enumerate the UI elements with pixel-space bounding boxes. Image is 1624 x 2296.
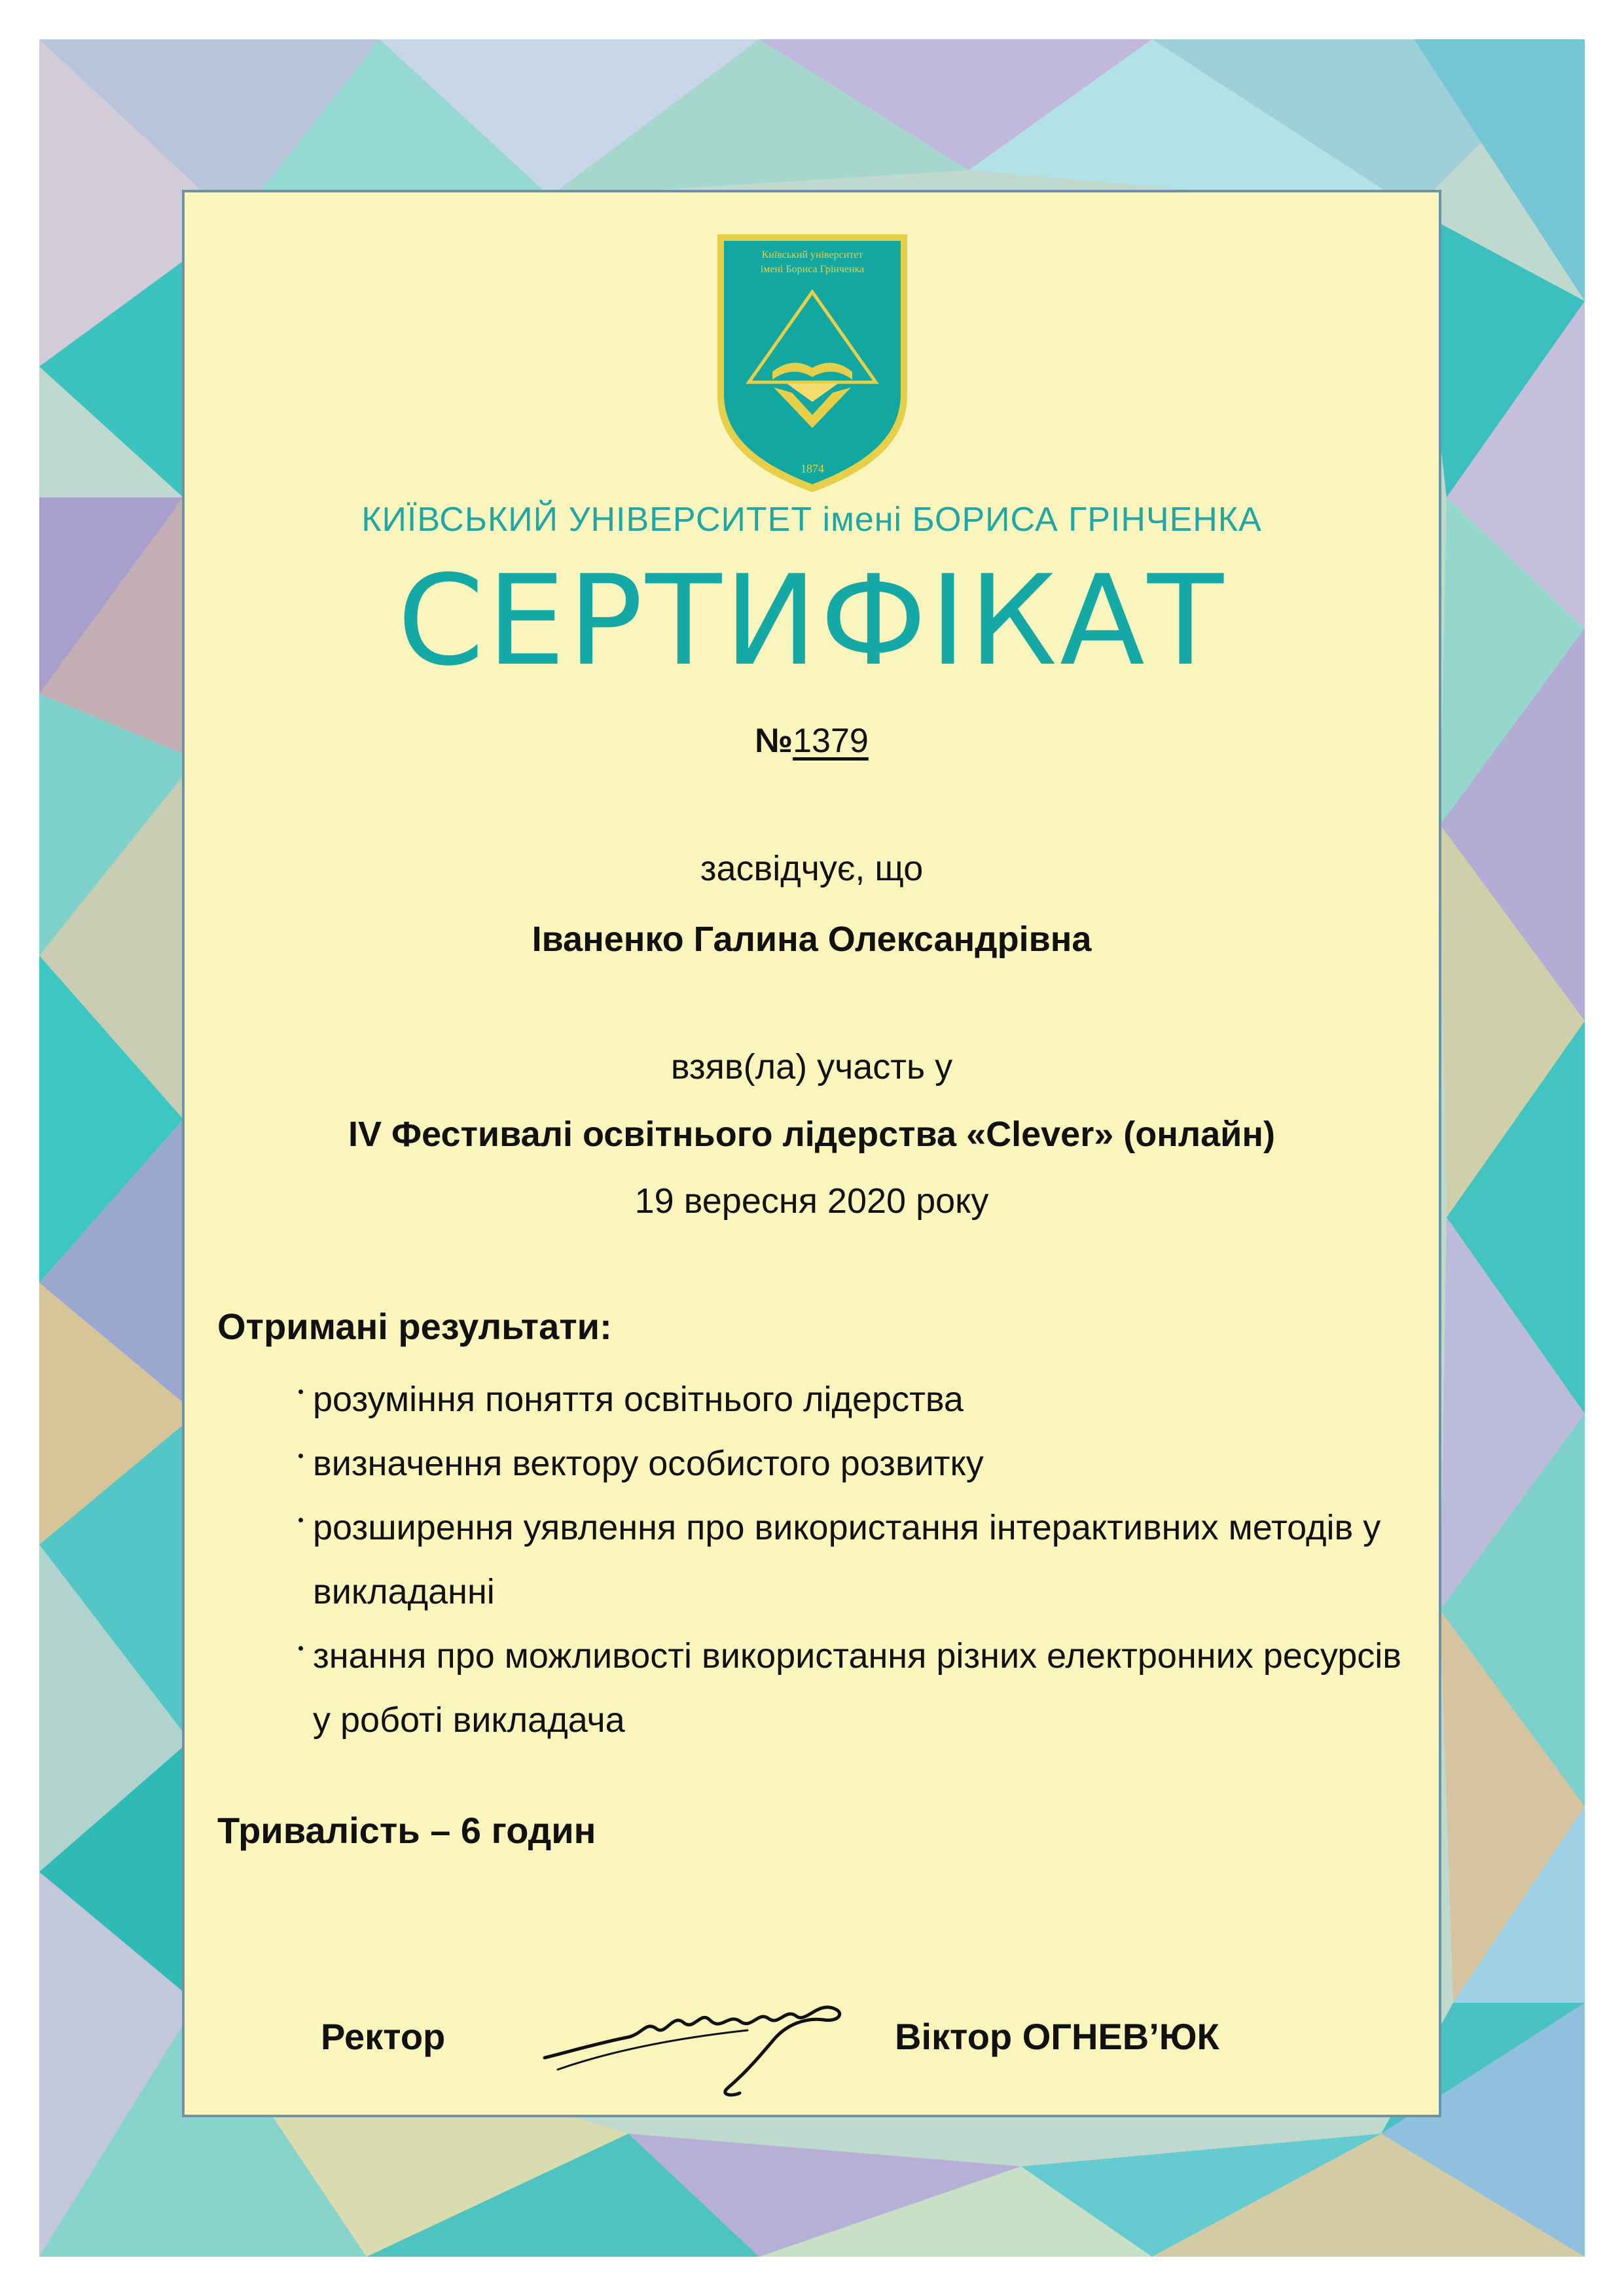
emblem-year: 1874 bbox=[801, 462, 824, 475]
certificate-title: СЕРТИФІКАТ bbox=[397, 548, 1226, 693]
certificate-panel bbox=[182, 190, 1441, 2117]
results-list bbox=[296, 1367, 1409, 1752]
number-prefix: № bbox=[755, 722, 793, 760]
results-heading: Отримані результати: bbox=[217, 1306, 612, 1347]
rector-signature bbox=[532, 1960, 885, 2110]
duration: Тривалість – 6 годин bbox=[217, 1810, 596, 1851]
emblem-text-line2: імені Бориса Грінченка bbox=[760, 264, 865, 275]
event-name: IV Фестивалі освітнього лідерства «Clever» (онлайн) bbox=[348, 1115, 1275, 1154]
result-item: розширення уявлення про використання інтерактивних методів у викладанні bbox=[296, 1496, 1409, 1624]
result-item: визначення вектору особистого розвитку bbox=[296, 1431, 1409, 1496]
university-name: КИЇВСЬКИЙ УНІВЕРСИТЕТ імені БОРИСА ГРІНЧЕНКА bbox=[361, 501, 1262, 539]
number-value: 1379 bbox=[793, 722, 869, 760]
rector-name: Віктор ОГНЕВ’ЮК bbox=[895, 2016, 1219, 2057]
participated-text: взяв(ла) участь у bbox=[670, 1047, 953, 1086]
event-date: 19 вересня 2020 року bbox=[634, 1181, 989, 1221]
result-item: розуміння поняття освітнього лідерства bbox=[296, 1367, 1409, 1431]
rector-label: Ректор bbox=[321, 2016, 446, 2057]
emblem-text-line1: Київський університет bbox=[761, 249, 863, 260]
result-item: знання про можливості використання різних електронних ресурсів у роботі викладача bbox=[296, 1624, 1409, 1752]
university-emblem-icon bbox=[715, 232, 910, 495]
recipient-name: Іваненко Галина Олександрівна bbox=[532, 920, 1092, 959]
certificate-number bbox=[185, 721, 1439, 761]
certifies-text: засвідчує, що bbox=[700, 849, 924, 888]
